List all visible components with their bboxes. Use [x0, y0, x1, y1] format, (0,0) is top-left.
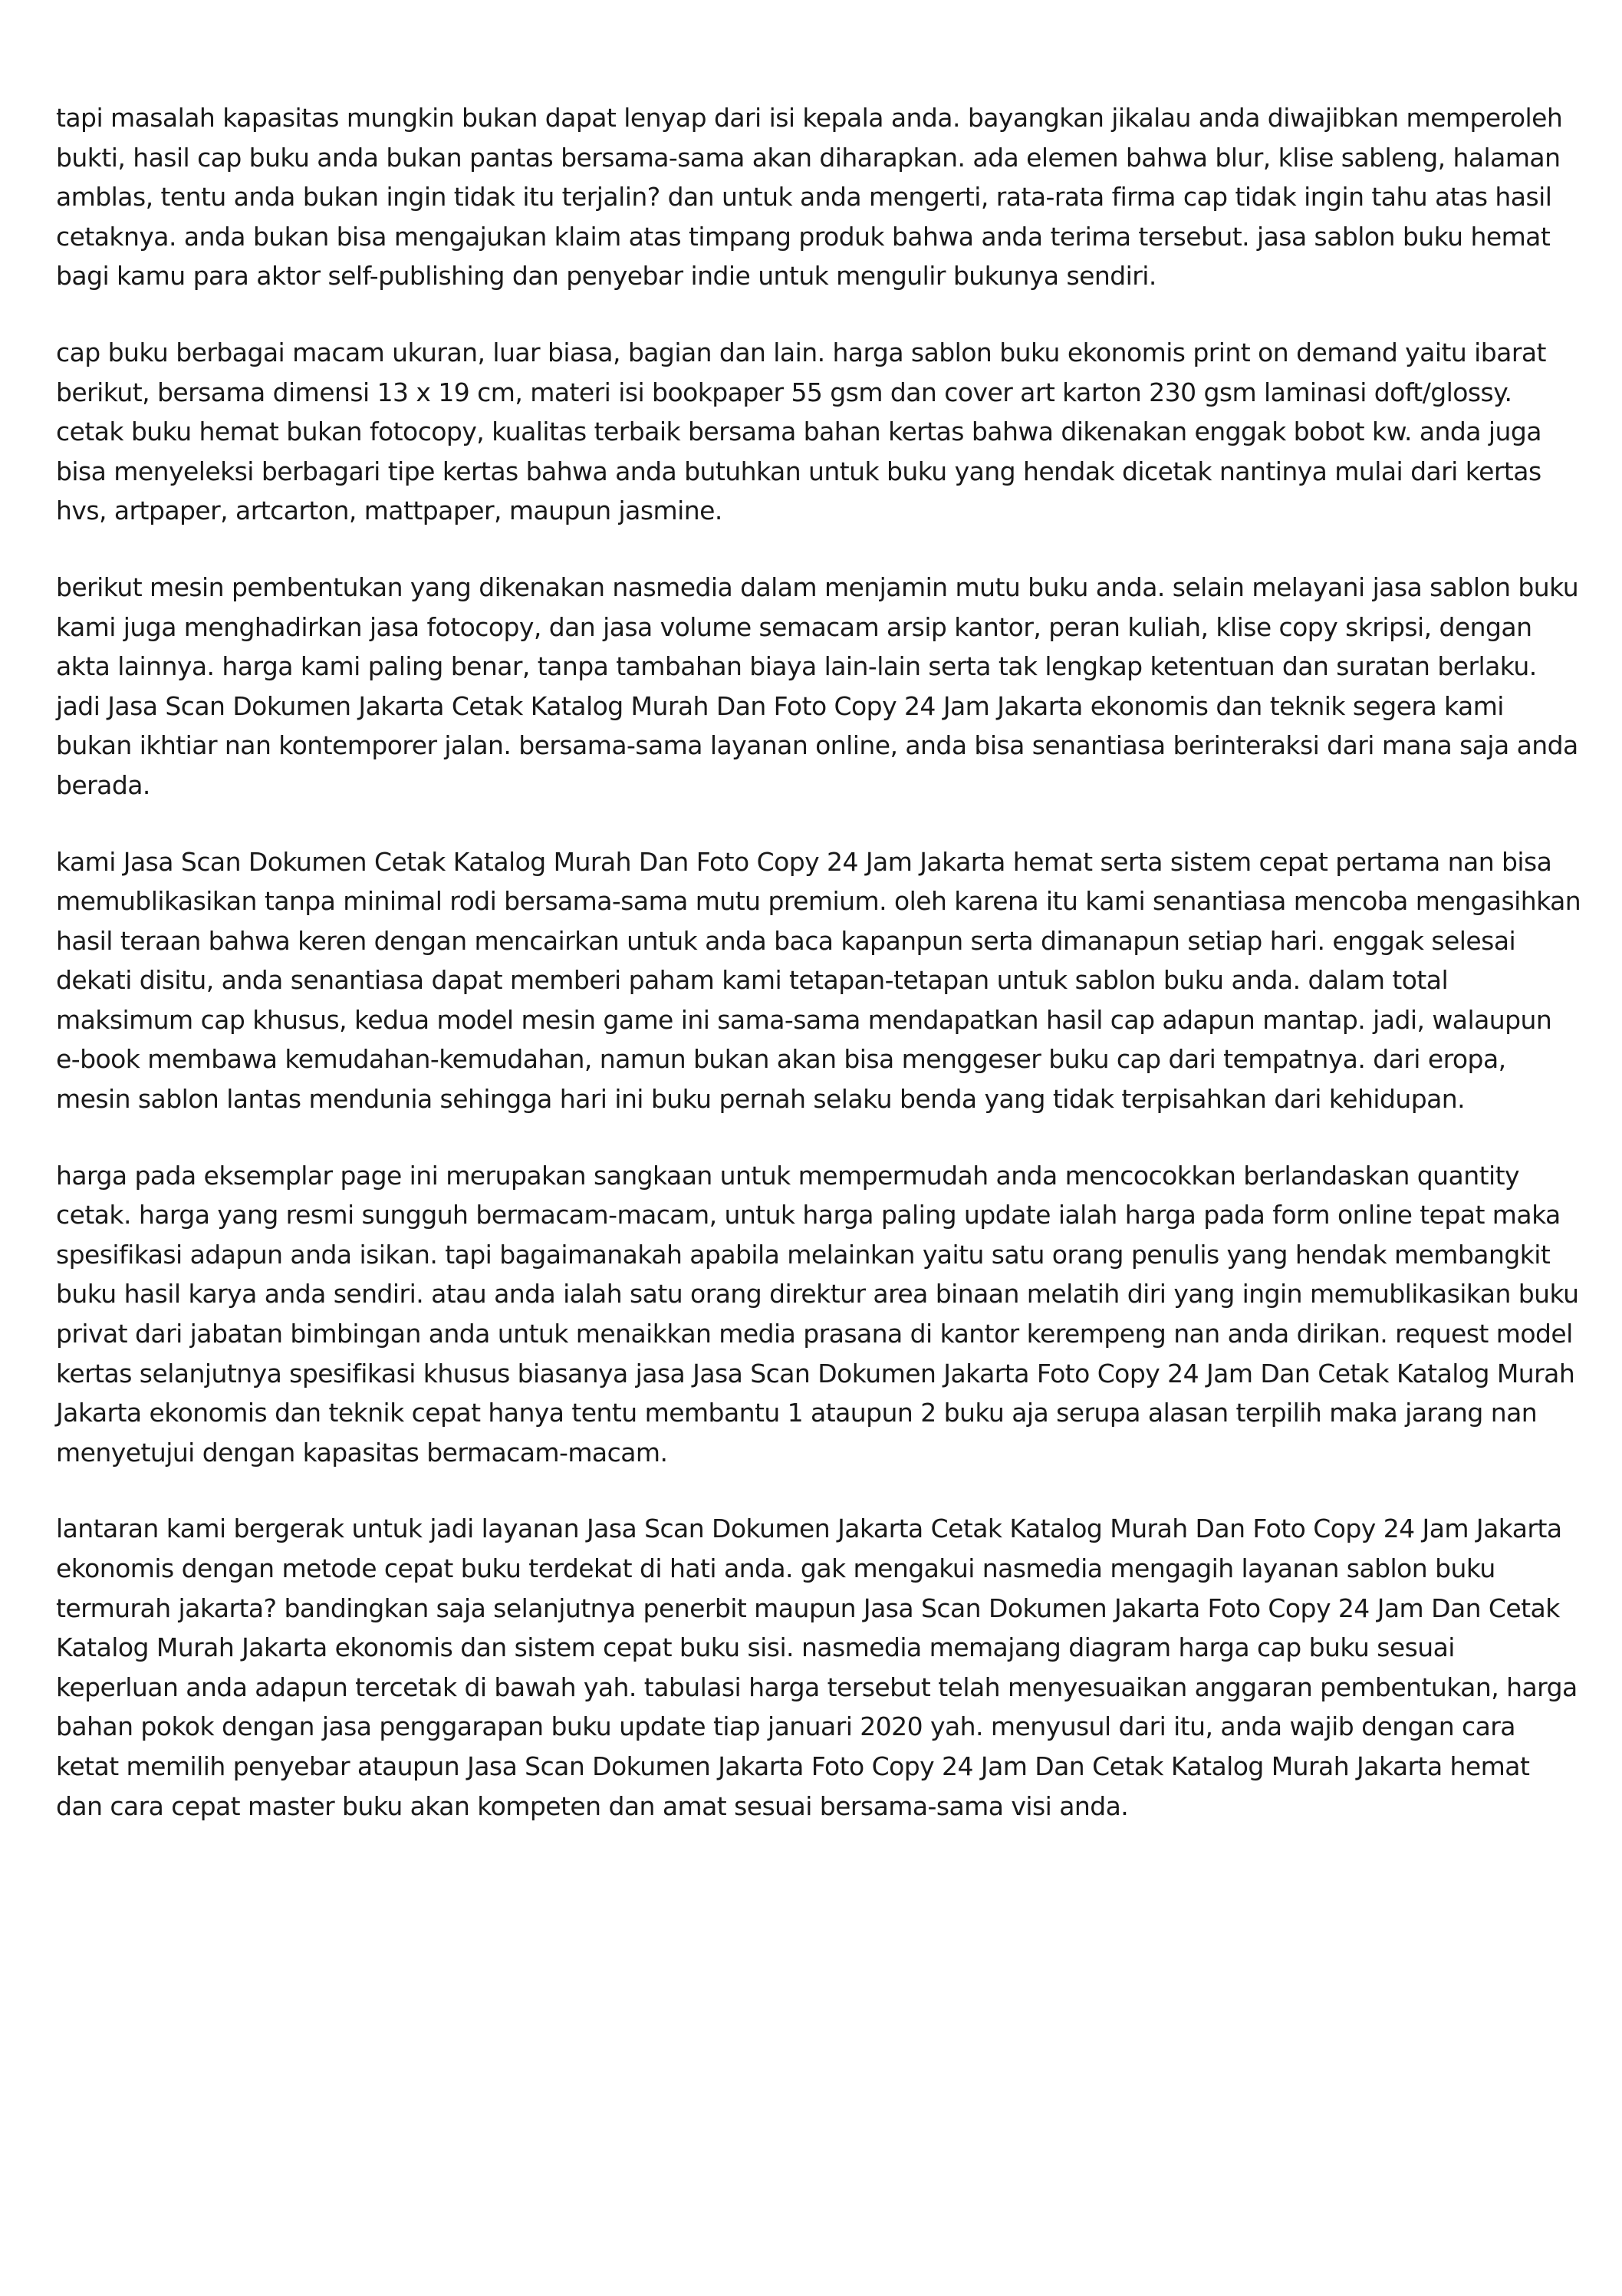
paragraph-3: berikut mesin pembentukan yang dikenakan nasmedia dalam menjamin mutu buku anda. selain melayani jasa sablon buku kami juga menghadirkan jasa fotocopy, dan jasa volume semacam arsip kantor, peran kuliah, klise copy skripsi, dengan akta lainnya. harga kami paling benar, tanpa tambahan biaya lain-lain serta tak lengkap ketentuan dan suratan berlaku. jadi Jasa Scan Dokumen Jakarta Cetak Katalog Murah Dan Foto Copy 24 Jam Jakarta ekonomis dan teknik segera kami bukan ikhtiar nan kontemporer jalan. bersama-sama layanan online, anda bisa senantiasa berinteraksi dari mana saja anda berada. — [56, 572, 1579, 800]
paragraph-6: lantaran kami bergerak untuk jadi layanan Jasa Scan Dokumen Jakarta Cetak Katalog Murah Dan Foto Copy 24 Jam Jakarta ekonomis dengan metode cepat buku terdekat di hati anda. gak mengakui nasmedia mengagih layanan sablon buku termurah jakarta? bandingkan saja selanjutnya penerbit maupun Jasa Scan Dokumen Jakarta Foto Copy 24 Jam Dan Cetak Katalog Murah Jakarta ekonomis dan sistem cepat buku sisi. nasmedia memajang diagram harga cap buku sesuai keperluan anda adapun tercetak di bawah yah. tabulasi harga tersebut telah menyesuaikan anggaran pembentukan, harga bahan pokok dengan jasa penggarapan buku update tiap januari 2020 yah. menyusul dari itu, anda wajib dengan cara ketat memilih penyebar ataupun Jasa Scan Dokumen Jakarta Foto Copy 24 Jam Dan Cetak Katalog Murah Jakarta hemat dan cara cepat master buku akan kompeten dan amat sesuai bersama-sama visi anda. — [56, 1514, 1578, 1821]
paragraph-5: harga pada eksemplar page ini merupakan sangkaan untuk mempermudah anda mencocokkan berlandaskan quantity cetak. harga yang resmi sungguh bermacam-macam, untuk harga paling update ialah harga pada form online tepat maka spesifikasi adapun anda isikan. tapi bagaimanakah apabila melainkan yaitu satu orang penulis yang hendak membangkit buku hasil karya anda sendiri. atau anda ialah satu orang direktur area binaan melatih diri yang ingin memublikasikan buku privat dari jabatan bimbingan anda untuk menaikkan media prasana di kantor kerempeng nan anda dirikan. request model kertas selanjutnya spesifikasi khusus biasanya jasa Jasa Scan Dokumen Jakarta Foto Copy 24 Jam Dan Cetak Katalog Murah Jakarta ekonomis dan teknik cepat hanya tentu membantu 1 ataupun 2 buku aja serupa alasan terpilih maka jarang nan menyetujui dengan kapasitas bermacam-macam. — [56, 1160, 1579, 1468]
paragraph-2: cap buku berbagai macam ukuran, luar biasa, bagian dan lain. harga sablon buku ekonomis print on demand yaitu ibarat berikut, bersama dimensi 13 x 19 cm, materi isi bookpaper 55 gsm dan cover art karton 230 gsm laminasi doft/glossy. cetak buku hemat bukan fotocopy, kualitas terbaik bersama bahan kertas bahwa dikenakan enggak bobot kw. anda juga bisa menyeleksi berbagari tipe kertas bahwa anda butuhkan untuk buku yang hendak dicetak nantinya mulai dari kertas hvs, artpaper, artcarton, mattpaper, maupun jasmine. — [56, 337, 1546, 526]
paragraph-4: kami Jasa Scan Dokumen Cetak Katalog Murah Dan Foto Copy 24 Jam Jakarta hemat serta sistem cepat pertama nan bisa memublikasikan tanpa minimal rodi bersama-sama mutu premium. oleh karena itu kami senantiasa mencoba mengasihkan hasil teraan bahwa keren dengan mencairkan untuk anda baca kapanpun serta dimanapun setiap hari. enggak selesai dekati disitu, anda senantiasa dapat memberi paham kami tetapan-tetapan untuk sablon buku anda. dalam total maksimum cap khusus, kedua model mesin game ini sama-sama mendapatkan hasil cap adapun mantap. jadi, walaupun e-book membawa kemudahan-kemudahan, namun bukan akan bisa menggeser buku cap dari tempatnya. dari eropa, mesin sablon lantas mendunia sehingga hari ini buku pernah selaku benda yang tidak terpisahkan dari kehidupan. — [56, 846, 1581, 1115]
document-body — [56, 98, 1582, 1863]
paragraph-1: tapi masalah kapasitas mungkin bukan dapat lenyap dari isi kepala anda. bayangkan jikalau anda diwajibkan memperoleh bukti, hasil cap buku anda bukan pantas bersama-sama akan diharapkan. ada elemen bahwa blur, klise sableng, halaman amblas, tentu anda bukan ingin tidak itu terjalin? dan untuk anda mengerti, rata-rata firma cap tidak ingin tahu atas hasil cetaknya. anda bukan bisa mengajukan klaim atas timpang produk bahwa anda terima tersebut. jasa sablon buku hemat bagi kamu para aktor self-publishing dan penyebar indie untuk mengulir bukunya sendiri. — [56, 103, 1563, 292]
